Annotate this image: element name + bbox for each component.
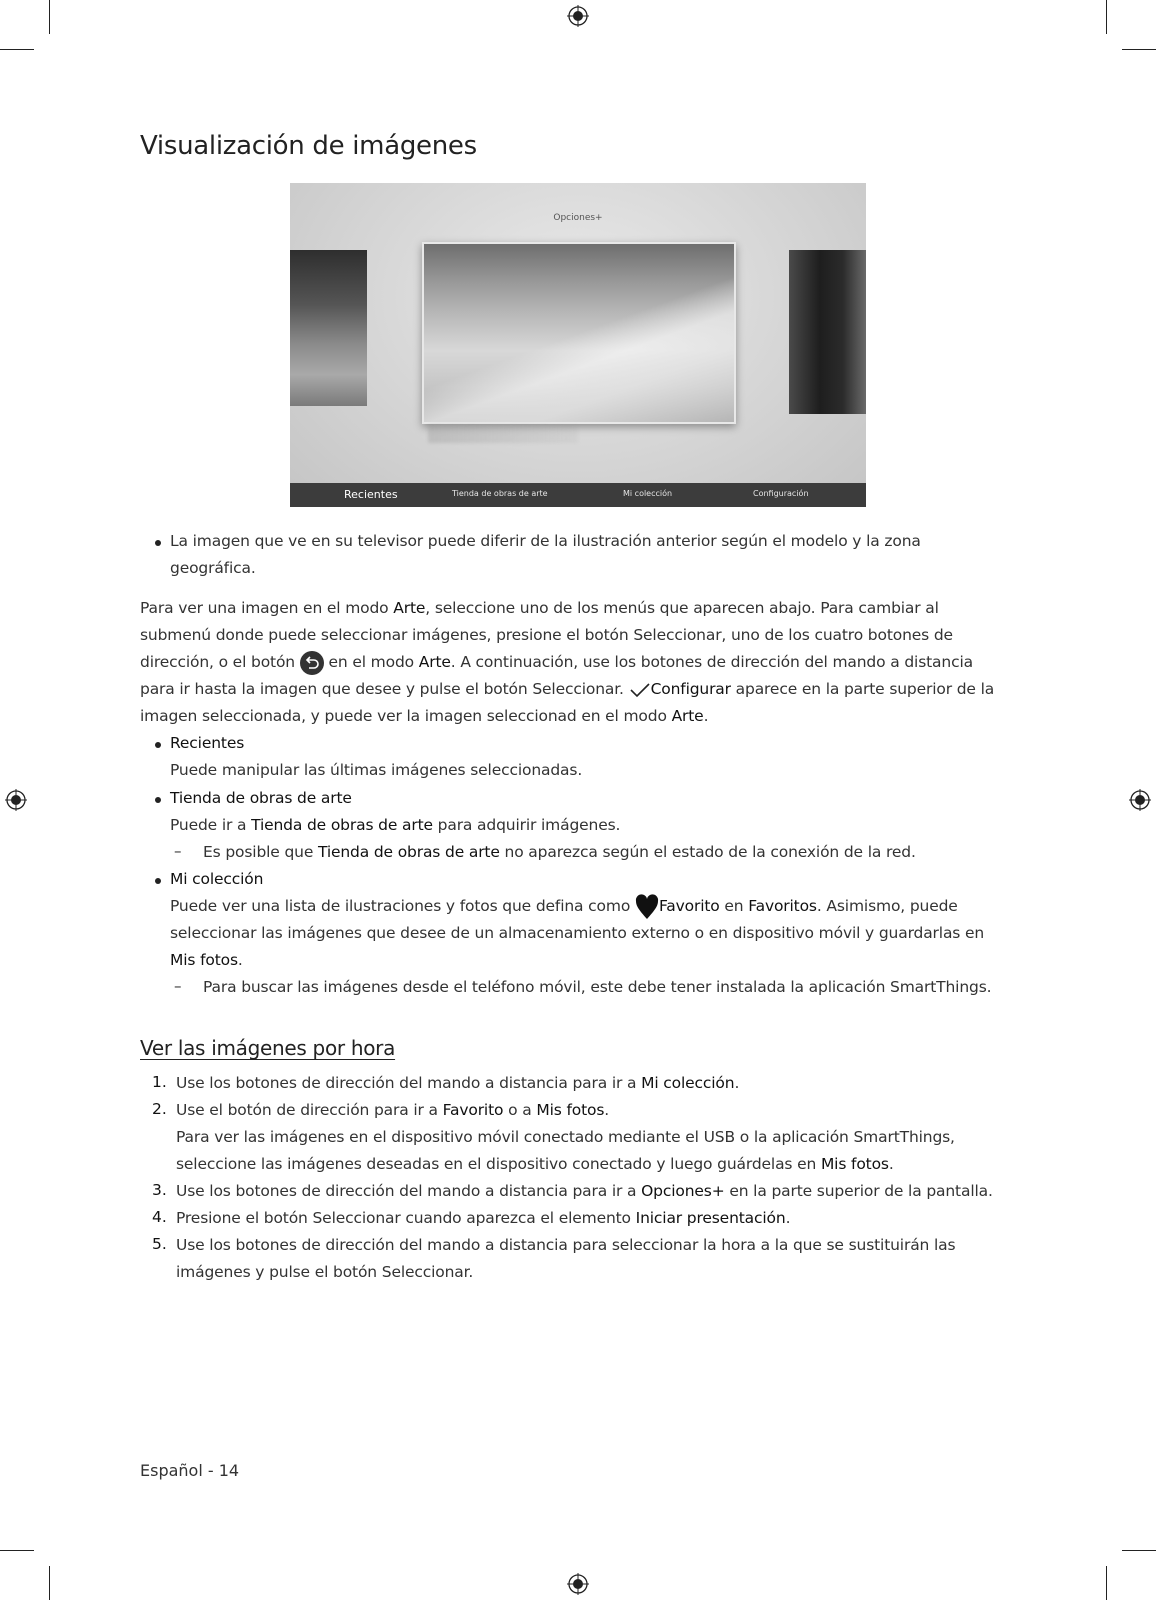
step-text: seleccione las imágenes deseadas en el dispositivo conectado y luego guárdelas en Mis fotos. bbox=[176, 1155, 894, 1173]
art-menu-bar bbox=[290, 483, 866, 507]
registration-mark-icon bbox=[1129, 789, 1151, 811]
tv-art-mode-illustration bbox=[290, 183, 866, 507]
item-title-coleccion: Mi colección bbox=[170, 870, 264, 888]
artwork-thumbnail-right bbox=[789, 250, 866, 414]
note-line: La imagen que ve en su televisor puede diferir de la ilustración anterior según el modelo y la zona bbox=[170, 532, 921, 550]
step-text: Use el botón de dirección para ir a Favorito o a Mis fotos. bbox=[176, 1101, 610, 1119]
checkmark-icon bbox=[629, 681, 651, 699]
crop-mark bbox=[1122, 1550, 1156, 1551]
bullet-icon bbox=[155, 878, 161, 884]
step-text: Use los botones de dirección del mando a distancia para ir a Opciones+ en la parte superior de la pantalla. bbox=[176, 1182, 993, 1200]
note-dash: – bbox=[174, 842, 182, 860]
note-dash: – bbox=[174, 977, 182, 995]
step-text: imágenes y pulse el botón Seleccionar. bbox=[176, 1263, 474, 1281]
intro-line: para ir hasta la imagen que desee y pulse el botón Seleccionar. Configurar aparece en la parte superior de la bbox=[140, 680, 995, 698]
crop-mark bbox=[1106, 1566, 1107, 1600]
registration-mark-icon bbox=[567, 1573, 589, 1595]
intro-line: dirección, o el botón en el modo Arte. A continuación, use los botones de dirección del mando a distancia bbox=[140, 649, 973, 677]
menu-mi-coleccion: Mi colección bbox=[623, 489, 673, 498]
step-text: Use los botones de dirección del mando a distancia para ir a Mi colección. bbox=[176, 1074, 740, 1092]
step-number: 1. bbox=[152, 1073, 167, 1091]
registration-mark-icon bbox=[5, 789, 27, 811]
note-line: geográfica. bbox=[170, 559, 256, 577]
menu-recientes: Recientes bbox=[344, 488, 398, 501]
step-number: 4. bbox=[152, 1208, 167, 1226]
intro-line: submenú donde puede seleccionar imágenes, presione el botón Seleccionar, uno de los cuatro botones de bbox=[140, 626, 953, 644]
artwork-selected bbox=[422, 242, 736, 424]
registration-mark-icon bbox=[567, 5, 589, 27]
arte-term: Arte bbox=[393, 599, 426, 617]
opciones-label: Opciones+ bbox=[553, 213, 603, 223]
return-button-icon bbox=[300, 651, 324, 675]
crop-mark bbox=[49, 0, 50, 34]
item-note-tienda: Es posible que Tienda de obras de arte no aparezca según el estado de la conexión de la red. bbox=[203, 843, 916, 861]
item-desc-tienda: Puede ir a Tienda de obras de arte para adquirir imágenes. bbox=[170, 816, 621, 834]
menu-tienda: Tienda de obras de arte bbox=[452, 489, 548, 498]
section-title: Ver las imágenes por hora bbox=[140, 1036, 396, 1060]
heart-icon bbox=[635, 894, 659, 920]
artwork-thumbnail-left bbox=[290, 250, 367, 406]
intro-line: imagen seleccionada, y puede ver la imagen seleccionad en el modo Arte. bbox=[140, 707, 709, 725]
item-title-tienda: Tienda de obras de arte bbox=[170, 789, 352, 807]
step-text: Para ver las imágenes en el dispositivo móvil conectado mediante el USB o la aplicación SmartThings, bbox=[176, 1128, 955, 1146]
step-text: Presione el botón Seleccionar cuando aparezca el elemento Iniciar presentación. bbox=[176, 1209, 791, 1227]
bullet-icon bbox=[155, 797, 161, 803]
item-desc-coleccion: seleccionar las imágenes que desee de un almacenamiento externo o en dispositivo móvil y guardarlas en bbox=[170, 924, 985, 942]
step-number: 3. bbox=[152, 1181, 167, 1199]
step-text: Use los botones de dirección del mando a distancia para seleccionar la hora a la que se sustituirán las bbox=[176, 1236, 956, 1254]
item-desc-recientes: Puede manipular las últimas imágenes seleccionadas. bbox=[170, 761, 583, 779]
item-desc-coleccion: Puede ver una lista de ilustraciones y fotos que defina como Favorito en Favoritos. Asimismo, puede bbox=[170, 893, 958, 921]
crop-mark bbox=[49, 1566, 50, 1600]
step-number: 2. bbox=[152, 1100, 167, 1118]
step-number: 5. bbox=[152, 1235, 167, 1253]
intro-line: Para ver una imagen en el modo Arte, seleccione uno de los menús que aparecen abajo. Para cambiar al bbox=[140, 599, 939, 617]
crop-mark bbox=[0, 1550, 34, 1551]
item-desc-coleccion: Mis fotos. bbox=[170, 951, 243, 969]
bullet-icon bbox=[155, 540, 161, 546]
artwork-caption-blurred bbox=[428, 425, 578, 443]
item-note-coleccion: Para buscar las imágenes desde el teléfono móvil, este debe tener instalada la aplicación SmartThings. bbox=[203, 978, 992, 996]
page-title: Visualización de imágenes bbox=[140, 131, 477, 161]
crop-mark bbox=[0, 49, 34, 50]
item-title-recientes: Recientes bbox=[170, 734, 245, 752]
crop-mark bbox=[1106, 0, 1107, 34]
bullet-icon bbox=[155, 742, 161, 748]
menu-configuracion: Configuración bbox=[753, 489, 809, 498]
crop-mark bbox=[1122, 49, 1156, 50]
page-footer: Español - 14 bbox=[140, 1461, 240, 1480]
